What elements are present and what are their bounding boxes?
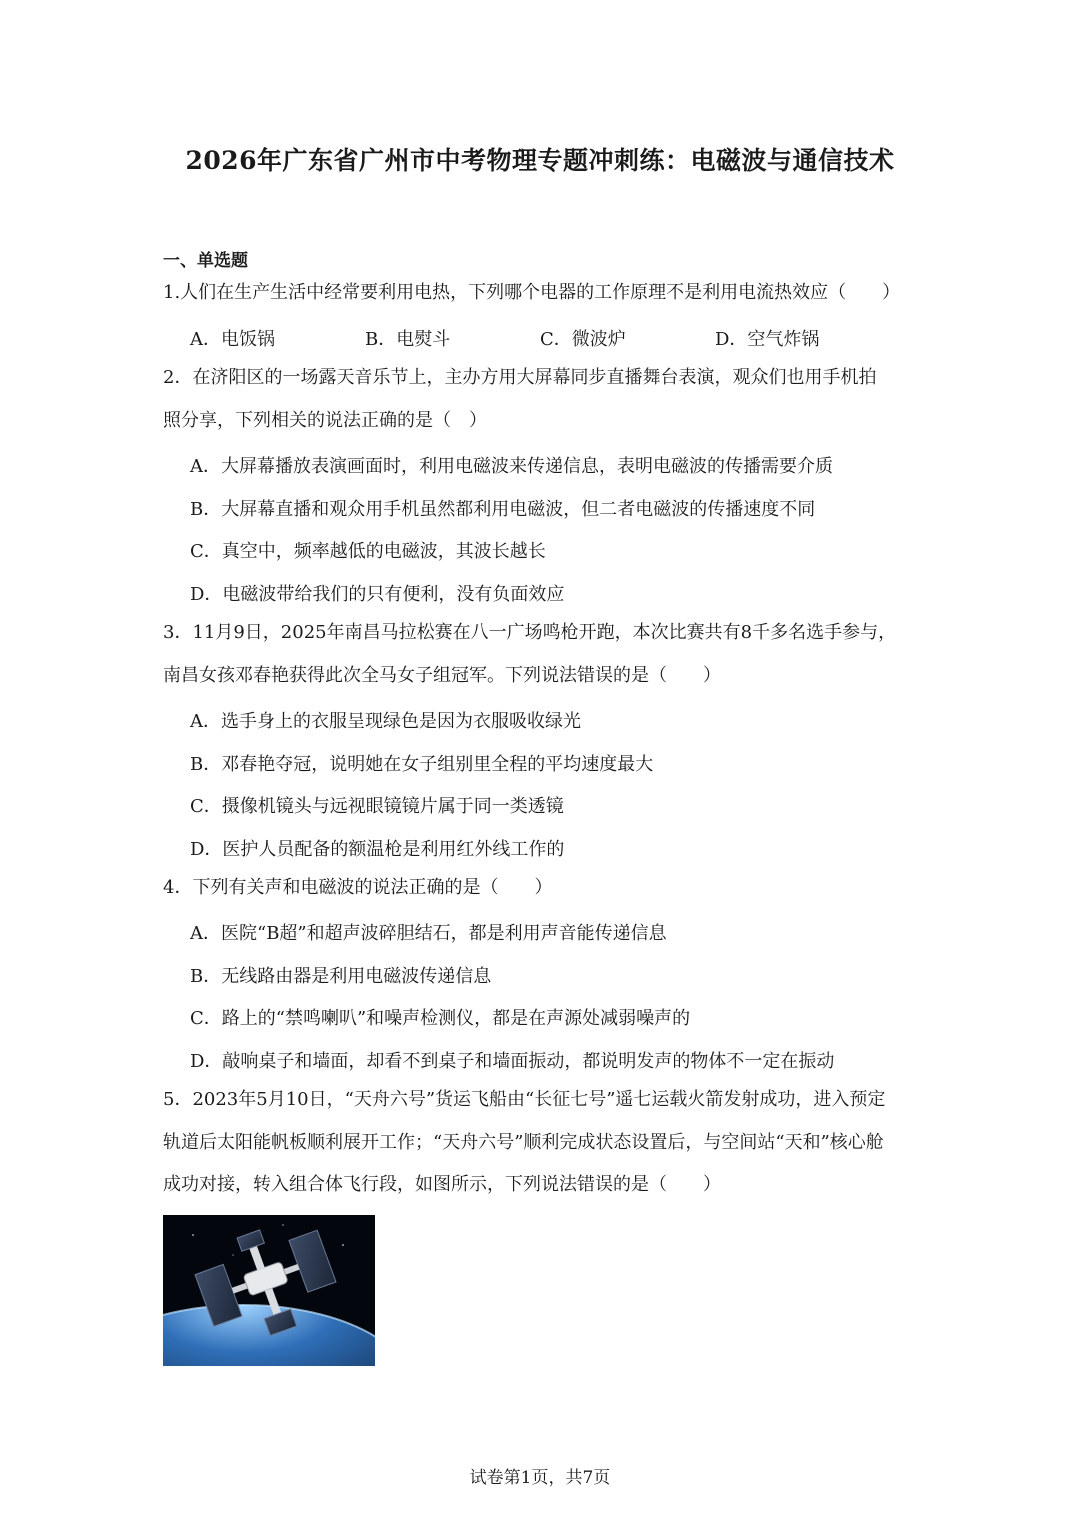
option-b: B．电熨斗 xyxy=(365,329,451,350)
question-2-option-c: C．真空中，频率越低的电磁波，其波长越长 xyxy=(190,541,546,562)
option-d: D．空气炸锅 xyxy=(715,329,820,350)
question-4-line-1: 4．下列有关声和电磁波的说法正确的是（ ） xyxy=(163,877,553,898)
question-5-line-1: 5．2023年5月10日，“天舟六号”货运飞船由“长征七号”遥七运载火箭发射成功，进入预定 xyxy=(163,1089,886,1110)
option-a: A．电饭锅 xyxy=(190,329,275,350)
question-3-option-b: B．邓春艳夺冠，说明她在女子组别里全程的平均速度最大 xyxy=(190,754,654,775)
question-4-option-c: C．路上的“禁鸣喇叭”和噪声检测仪，都是在声源处减弱噪声的 xyxy=(190,1008,691,1029)
page-footer: 试卷第1页，共7页 xyxy=(469,1468,611,1488)
question-5-line-2: 轨道后太阳能帆板顺利展开工作；“天舟六号”顺利完成状态设置后，与空间站“天和”核心舱 xyxy=(163,1132,884,1153)
question-1-options xyxy=(190,325,890,351)
space-station-illustration xyxy=(163,1215,375,1366)
question-4-option-b: B．无线路由器是利用电磁波传递信息 xyxy=(190,966,492,987)
question-4-option-a: A．医院“B超”和超声波碎胆结石，都是利用声音能传递信息 xyxy=(190,923,667,944)
question-2-line-1: 2．在济阳区的一场露天音乐节上，主办方用大屏幕同步直播舞台表演，观众们也用手机拍 xyxy=(163,367,877,388)
question-3-line-2: 南昌女孩邓春艳获得此次全马女子组冠军。下列说法错误的是（ ） xyxy=(163,665,721,686)
question-2-option-a: A．大屏幕播放表演画面时，利用电磁波来传递信息，表明电磁波的传播需要介质 xyxy=(190,456,833,477)
question-2-line-2: 照分享，下列相关的说法正确的是（ ） xyxy=(163,410,487,431)
question-3-option-c: C．摄像机镜头与远视眼镜镜片属于同一类透镜 xyxy=(190,796,564,817)
question-2-option-b: B．大屏幕直播和观众用手机虽然都利用电磁波，但二者电磁波的传播速度不同 xyxy=(190,499,816,520)
question-1-text: 1.人们在生产生活中经常要利用电热，下列哪个电器的工作原理不是利用电流热效应（ ） xyxy=(163,282,901,303)
question-2-option-d: D．电磁波带给我们的只有便利，没有负面效应 xyxy=(190,584,565,605)
option-c: C．微波炉 xyxy=(540,329,626,350)
question-3-option-d: D．医护人员配备的额温枪是利用红外线工作的 xyxy=(190,839,565,860)
question-4-option-d: D．敲响桌子和墙面，却看不到桌子和墙面振动，都说明发声的物体不一定在振动 xyxy=(190,1051,835,1072)
section-heading: 一、单选题 xyxy=(163,251,248,271)
space-station-image xyxy=(163,1215,375,1366)
page-title: 2026年广东省广州市中考物理专题冲刺练：电磁波与通信技术 xyxy=(185,146,895,175)
question-3-option-a: A．选手身上的衣服呈现绿色是因为衣服吸收绿光 xyxy=(190,711,581,732)
question-5-line-3: 成功对接，转入组合体飞行段，如图所示，下列说法错误的是（ ） xyxy=(163,1174,721,1195)
question-3-line-1: 3．11月9日，2025年南昌马拉松赛在八一广场鸣枪开跑，本次比赛共有8千多名选手参与， xyxy=(163,622,897,643)
